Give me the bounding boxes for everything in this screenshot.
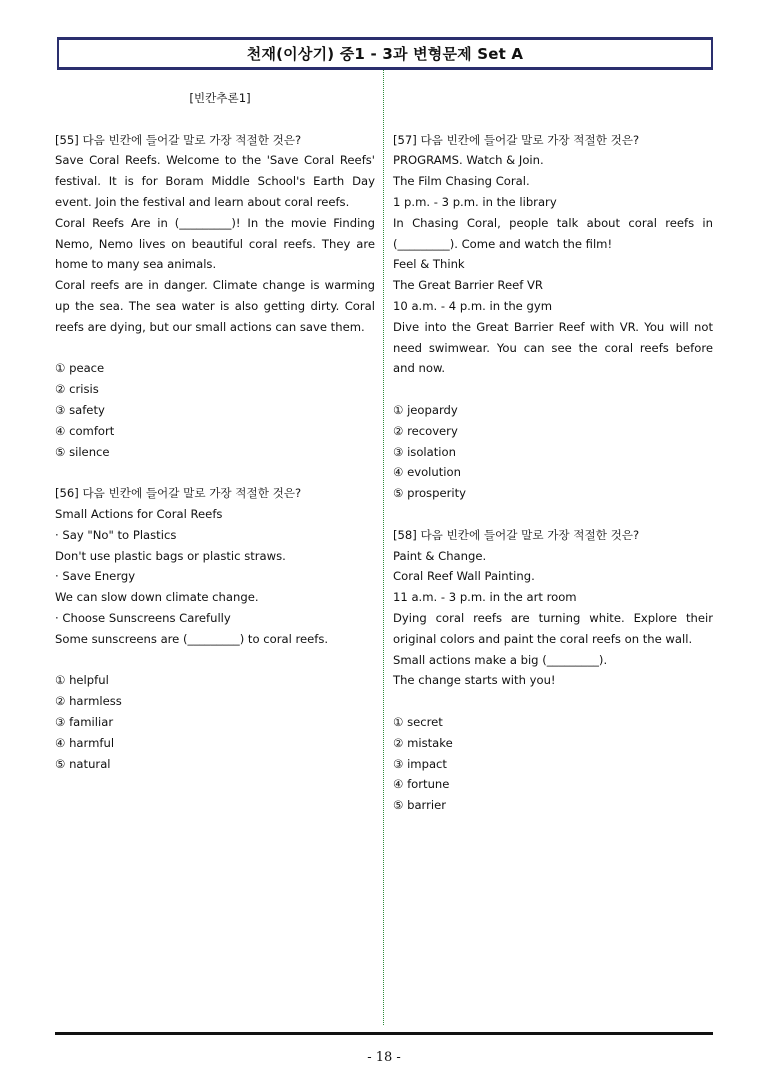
- text-line: 10 a.m. - 4 p.m. in the gym: [393, 298, 553, 313]
- spacer: [55, 109, 375, 130]
- text-line: The Film Chasing Coral.: [393, 174, 530, 189]
- text-line: need swimwear. You can see the coral reefs before: [393, 340, 713, 355]
- text-line: ① helpful: [55, 673, 109, 688]
- left-column: [55, 88, 375, 774]
- text-line: ④ harmful: [55, 735, 115, 750]
- blank-line: [55, 650, 375, 671]
- text-line: · Choose Sunscreens Carefully: [55, 610, 231, 625]
- text-line: 1 p.m. - 3 p.m. in the library: [393, 194, 557, 209]
- text-line: Nemo, Nemo lives on beautiful coral reefs. They are: [55, 236, 375, 251]
- text-line: reefs are dying, but our small actions can save them.: [55, 319, 365, 334]
- section-tag-label: [빈칸추론1]: [189, 91, 251, 105]
- text-line: ③ isolation: [393, 444, 456, 459]
- text-line: We can slow down climate change.: [55, 590, 259, 605]
- blank-line: [393, 109, 713, 130]
- text-line: ② mistake: [393, 735, 453, 750]
- text-line: ④ fortune: [393, 777, 450, 792]
- text-line: ④ evolution: [393, 465, 461, 480]
- text-line: ① peace: [55, 361, 105, 376]
- text-line: [56] 다음 빈칸에 들어갈 말로 가장 적절한 것은?: [55, 486, 302, 501]
- text-line: ⑤ silence: [55, 444, 110, 459]
- text-line: · Save Energy: [55, 569, 136, 584]
- blank-line: [393, 691, 713, 712]
- text-line: ⑤ prosperity: [393, 486, 466, 501]
- text-line: ③ safety: [55, 402, 105, 417]
- text-line: ⑤ natural: [55, 756, 111, 771]
- section-tag: [55, 88, 375, 109]
- text-line: · Say "No" to Plastics: [55, 527, 177, 542]
- blank-line: [55, 462, 375, 483]
- text-line: The Great Barrier Reef VR: [393, 278, 543, 293]
- text-line: Save Coral Reefs. Welcome to the 'Save Coral Reefs': [55, 153, 375, 168]
- text-line: [57] 다음 빈칸에 들어갈 말로 가장 적절한 것은?: [393, 132, 640, 147]
- text-line: Coral reefs are in danger. Climate change is warming: [55, 278, 375, 293]
- text-line: 11 a.m. - 3 p.m. in the art room: [393, 590, 577, 605]
- text-line: event. Join the festival and learn about coral reefs.: [55, 194, 350, 209]
- footer-rule: [55, 1032, 713, 1035]
- text-line: and now.: [393, 361, 446, 376]
- text-line: Dying coral reefs are turning white. Explore their: [393, 610, 713, 625]
- text-line: In Chasing Coral, people talk about coral reefs in: [393, 215, 713, 230]
- text-line: ② harmless: [55, 694, 122, 709]
- text-line: [58] 다음 빈칸에 들어갈 말로 가장 적절한 것은?: [393, 527, 640, 542]
- text-line: Small Actions for Coral Reefs: [55, 506, 223, 521]
- page-title: 천재(이상기) 중1 - 3과 변형문제 Set A: [57, 37, 713, 70]
- text-line: The change starts with you!: [393, 673, 556, 688]
- text-line: ③ impact: [393, 756, 447, 771]
- text-line: ① jeopardy: [393, 402, 458, 417]
- text-line: Don't use plastic bags or plastic straws.: [55, 548, 286, 563]
- text-line: PROGRAMS. Watch & Join.: [393, 153, 544, 168]
- text-line: Some sunscreens are (_________) to coral reefs.: [55, 631, 329, 646]
- text-line: ② crisis: [55, 382, 99, 397]
- text-line: home to many sea animals.: [55, 257, 217, 272]
- text-line: Feel & Think: [393, 257, 465, 272]
- text-line: ④ comfort: [55, 423, 115, 438]
- column-divider: [383, 70, 384, 1025]
- blank-line: [393, 504, 713, 525]
- blank-line: [393, 379, 713, 400]
- text-line: Dive into the Great Barrier Reef with VR. You will not: [393, 319, 713, 334]
- text-line: Paint & Change.: [393, 548, 487, 563]
- text-line: (_________). Come and watch the film!: [393, 236, 613, 251]
- text-line: ⑤ barrier: [393, 798, 446, 813]
- page-number: - 18 -: [367, 1050, 401, 1065]
- text-line: ① secret: [393, 714, 443, 729]
- right-column: [393, 88, 713, 816]
- text-line: original colors and paint the coral reefs on the wall.: [393, 631, 693, 646]
- text-line: [55] 다음 빈칸에 들어갈 말로 가장 적절한 것은?: [55, 132, 302, 147]
- text-line: Small actions make a big (_________).: [393, 652, 608, 667]
- text-line: up the sea. The sea water is also getting dirty. Coral: [55, 298, 375, 313]
- text-line: Coral Reefs Are in (_________)! In the movie Finding: [55, 215, 375, 230]
- blank-line: [393, 88, 713, 109]
- blank-line: [55, 338, 375, 359]
- text-line: Coral Reef Wall Painting.: [393, 569, 535, 584]
- text-line: festival. It is for Boram Middle School's Earth Day: [55, 174, 375, 189]
- text-line: ② recovery: [393, 423, 458, 438]
- text-line: ③ familiar: [55, 714, 114, 729]
